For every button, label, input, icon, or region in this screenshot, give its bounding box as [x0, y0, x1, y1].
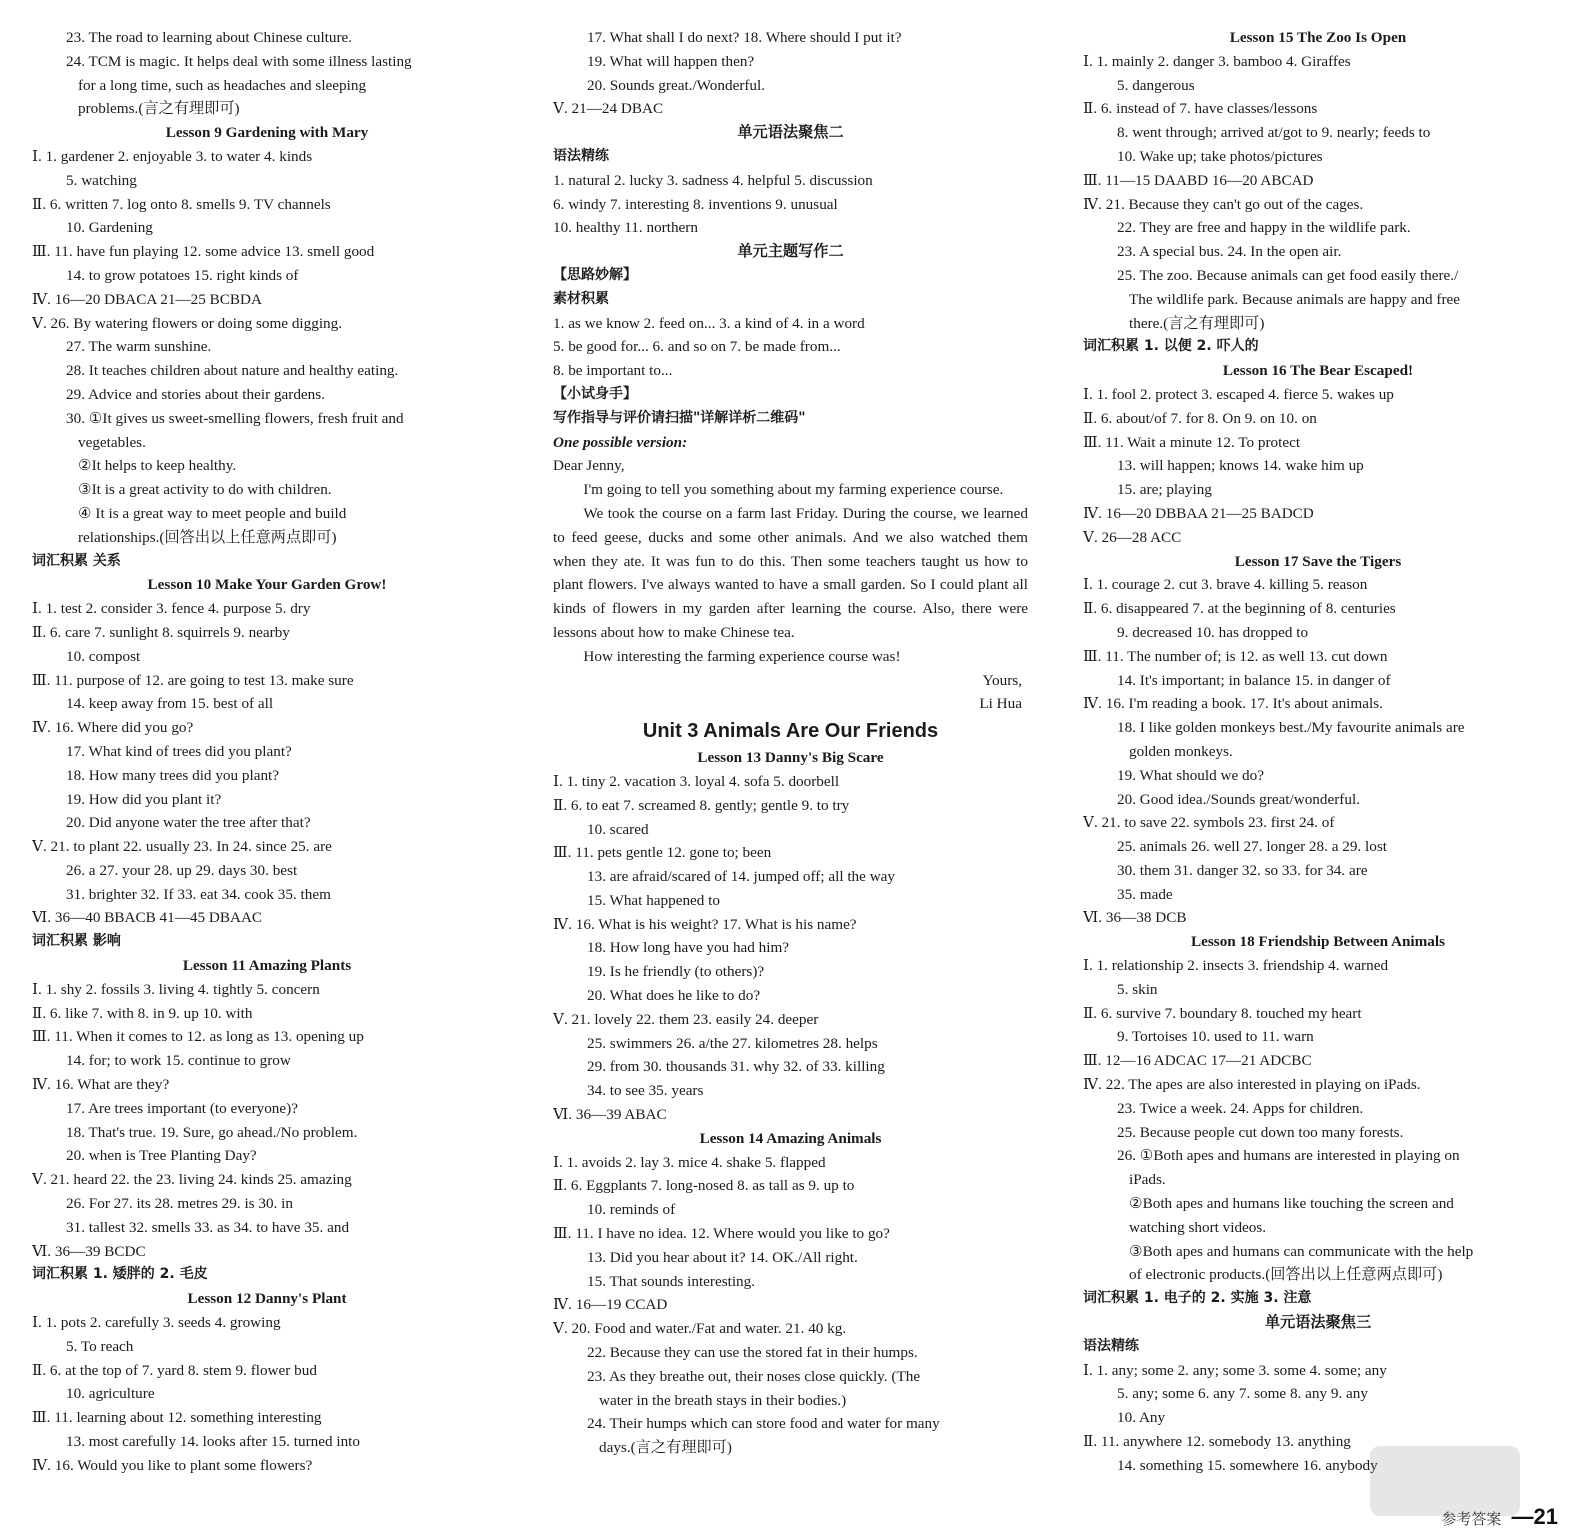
answer-line: 29. from 30. thousands 31. why 32. of 33. killing: [587, 1058, 885, 1076]
section-tag: 写作指导与评价请扫描"详解详析二维码": [553, 409, 806, 426]
answer-line: Ⅲ. 11. pets gentle 12. gone to; been: [553, 844, 772, 862]
answer-line: Ⅰ. 1. gardener 2. enjoyable 3. to water 4. kinds: [32, 147, 313, 165]
answer-line: Ⅴ. 21. heard 22. the 23. living 24. kinds 25. amazing: [32, 1171, 352, 1189]
section-heading: Lesson 9 Gardening with Mary: [165, 124, 369, 142]
answer-line: 15. What happened to: [587, 891, 720, 909]
answer-line: 25. animals 26. well 27. longer 28. a 29. lost: [1117, 838, 1387, 856]
section-heading: Lesson 10 Make Your Garden Grow!: [147, 576, 387, 594]
answer-line: 31. tallest 32. smells 33. as 34. to have 35. and: [66, 1218, 350, 1236]
answer-line: 20. What does he like to do?: [587, 987, 761, 1005]
answer-line: 9. Tortoises 10. used to 11. warn: [1117, 1028, 1314, 1046]
answer-line: days.(言之有理即可): [599, 1439, 732, 1457]
answer-line: 19. Is he friendly (to others)?: [587, 963, 765, 981]
answer-line: Ⅴ. 21. to plant 22. usually 23. In 24. since 25. are: [32, 838, 332, 856]
section-heading: 单元语法聚焦三: [1264, 1314, 1372, 1332]
letter-signature: Yours,: [982, 671, 1022, 689]
answer-line: water in the breath stays in their bodies.): [599, 1391, 847, 1409]
answer-line: 23. Twice a week. 24. Apps for children.: [1117, 1099, 1364, 1117]
answer-line: Ⅳ. 16. I'm reading a book. 17. It's about animals.: [1083, 695, 1383, 713]
answer-line: Ⅲ. 12—16 ADCAC 17—21 ADCBC: [1083, 1052, 1312, 1070]
section-heading: Lesson 15 The Zoo Is Open: [1229, 29, 1407, 46]
answer-line: Ⅴ. 20. Food and water./Fat and water. 21. 40 kg.: [553, 1320, 847, 1338]
answer-line: for a long time, such as headaches and sleeping: [78, 76, 367, 94]
answer-line: 14. to grow potatoes 15. right kinds of: [66, 266, 299, 284]
answer-line: 19. How did you plant it?: [66, 790, 222, 808]
section-tag: 素材积累: [553, 290, 609, 307]
answer-line: 25. The zoo. Because animals can get food easily there./: [1117, 266, 1459, 284]
answer-line: Ⅱ. 6. Eggplants 7. long-nosed 8. as tall as 9. up to: [553, 1177, 855, 1195]
answer-line: Ⅵ. 36—38 DCB: [1083, 909, 1187, 927]
answer-line: Ⅳ. 16. What are they?: [32, 1076, 170, 1094]
answer-line: ②Both apes and humans like touching the screen and: [1129, 1195, 1454, 1213]
answer-line: 19. What should we do?: [1117, 766, 1264, 784]
answer-line: 5. watching: [66, 171, 137, 189]
answer-line: Ⅳ. 16. Where did you go?: [32, 719, 194, 737]
section-heading: Lesson 13 Danny's Big Scare: [697, 749, 884, 767]
answer-line: Ⅱ. 6. instead of 7. have classes/lessons: [1083, 100, 1318, 118]
answer-line: 17. What kind of trees did you plant?: [66, 742, 292, 760]
answer-line: 5. any; some 6. any 7. some 8. any 9. any: [1117, 1385, 1368, 1403]
answer-line: 14. for; to work 15. continue to grow: [66, 1052, 291, 1070]
answer-line: 10. reminds of: [587, 1201, 676, 1219]
section-heading: Lesson 14 Amazing Animals: [699, 1129, 882, 1147]
answer-line: Ⅳ. 22. The apes are also interested in playing on iPads.: [1083, 1076, 1421, 1094]
section-heading: Lesson 16 The Bear Escaped!: [1222, 362, 1414, 380]
answer-line: 25. swimmers 26. a/the 27. kilometres 28. helps: [587, 1034, 878, 1052]
answer-line: Ⅳ. 16—19 CCAD: [553, 1296, 668, 1314]
answer-line: Ⅵ. 36—40 BBACB 41—45 DBAAC: [32, 909, 263, 927]
page-footer: [1441, 1504, 1558, 1530]
answer-line: 26. For 27. its 28. metres 29. is 30. in: [66, 1195, 293, 1213]
answer-line: vegetables.: [78, 433, 146, 451]
answer-line: Ⅴ. 26—28 ACC: [1083, 528, 1182, 546]
answer-line: Ⅵ. 36—39 BCDC: [32, 1242, 146, 1260]
answer-line: 29. Advice and stories about their gardens.: [66, 385, 325, 403]
section-tag: 词汇积累 1. 电子的 2. 实施 3. 注意: [1083, 1290, 1312, 1307]
answer-line: 18. That's true. 19. Sure, go ahead./No problem.: [66, 1123, 358, 1141]
answer-line: Ⅰ. 1. avoids 2. lay 3. mice 4. shake 5. flapped: [553, 1153, 826, 1171]
answer-line: 24. TCM is magic. It helps deal with some illness lasting: [66, 52, 412, 70]
answer-line: 8. be important to...: [553, 362, 673, 380]
section-heading: Lesson 12 Danny's Plant: [187, 1290, 347, 1308]
answer-line: 6. windy 7. interesting 8. inventions 9. unusual: [553, 195, 838, 213]
answer-line: 8. went through; arrived at/got to 9. nearly; feeds to: [1117, 124, 1431, 142]
section-tag: 语法精练: [1083, 1337, 1139, 1354]
answer-line: Ⅰ. 1. courage 2. cut 3. brave 4. killing 5. reason: [1083, 576, 1368, 594]
answer-line: 5. be good for... 6. and so on 7. be made from...: [553, 338, 841, 356]
answer-line: Ⅰ. 1. relationship 2. insects 3. friendship 4. warned: [1083, 957, 1389, 975]
section-heading: 单元语法聚焦二: [737, 124, 844, 142]
essay-paragraph: We took the course on a farm last Friday. During the course, we learned to feed geese, ducks and some other animals. And we also watched them when they ate. It was fun to do this. Then some teachers taught us how to plant flowers. I've always wanted to have a small garden. So I could plant all kinds of flowers in my garden after learning the course. Also, there were lessons about how to make Chinese tea.: [553, 504, 1028, 641]
answer-line: 10. compost: [66, 647, 141, 665]
version-label: One possible version:: [553, 433, 688, 451]
answer-line: there.(言之有理即可): [1129, 314, 1265, 332]
answer-line: Ⅲ. 11. The number of; is 12. as well 13. cut down: [1083, 647, 1388, 665]
answer-line: Ⅱ. 6. at the top of 7. yard 8. stem 9. flower bud: [32, 1361, 317, 1379]
answer-line: 14. keep away from 15. best of all: [66, 695, 274, 713]
answer-line: 19. What will happen then?: [587, 52, 755, 70]
answer-line: 17. What shall I do next? 18. Where should I put it?: [587, 29, 902, 46]
answer-line: 1. as we know 2. feed on... 3. a kind of 4. in a word: [553, 314, 865, 332]
answer-column-1: [32, 26, 502, 1478]
answer-line: Ⅴ. 21. to save 22. symbols 23. first 24. of: [1083, 814, 1335, 832]
answer-line: Ⅱ. 6. written 7. log onto 8. smells 9. TV channels: [32, 195, 331, 213]
answer-line: 10. Gardening: [66, 219, 153, 237]
answer-line: 5. dangerous: [1117, 76, 1195, 94]
answer-line: Ⅲ. 11. I have no idea. 12. Where would you like to go?: [553, 1225, 890, 1243]
answer-line: 5. To reach: [66, 1337, 134, 1355]
answer-line: Ⅲ. 11. Wait a minute 12. To protect: [1083, 433, 1301, 451]
answer-line: 10. agriculture: [66, 1385, 155, 1403]
answer-line: 13. most carefully 14. looks after 15. turned into: [66, 1433, 360, 1451]
answer-line: 26. a 27. your 28. up 29. days 30. best: [66, 861, 298, 879]
answer-line: Ⅱ. 6. to eat 7. screamed 8. gently; gentle 9. to try: [553, 796, 850, 814]
page-number: —21: [1511, 1504, 1558, 1529]
answer-line: ②It helps to keep healthy.: [78, 457, 237, 475]
answer-line: Ⅱ. 6. about/of 7. for 8. On 9. on 10. on: [1083, 409, 1317, 427]
section-tag: 词汇积累 1. 以便 2. 吓人的: [1083, 338, 1259, 355]
answer-line: 10. scared: [587, 820, 649, 838]
answer-line: Dear Jenny,: [553, 457, 625, 475]
answer-line: 1. natural 2. lucky 3. sadness 4. helpful 5. discussion: [553, 171, 873, 189]
answer-line: Ⅱ. 6. disappeared 7. at the beginning of 8. centuries: [1083, 600, 1396, 618]
answer-line: problems.(言之有理即可): [78, 100, 240, 118]
answer-line: 15. That sounds interesting.: [587, 1272, 756, 1290]
answer-line: 23. As they breathe out, their noses close quickly. (The: [587, 1367, 921, 1385]
section-tag: 词汇积累 影响: [32, 933, 121, 950]
answer-line: Ⅲ. 11. learning about 12. something interesting: [32, 1409, 322, 1427]
answer-column-2: [553, 26, 1028, 1460]
answer-line: Ⅲ. 11. purpose of 12. are going to test 13. make sure: [32, 671, 354, 689]
answer-line: The wildlife park. Because animals are happy and free: [1129, 290, 1461, 308]
section-tag: 词汇积累 1. 矮胖的 2. 毛皮: [32, 1266, 208, 1283]
answer-line: Ⅳ. 16—20 DBACA 21—25 BCBDA: [32, 290, 262, 308]
unit-title: Unit 3 Animals Are Our Friends: [642, 720, 939, 743]
answer-line: 9. decreased 10. has dropped to: [1117, 623, 1309, 641]
answer-line: 13. Did you hear about it? 14. OK./All right.: [587, 1248, 858, 1266]
answer-line: 22. Because they can use the stored fat in their humps.: [587, 1344, 918, 1362]
section-heading: Lesson 11 Amazing Plants: [182, 957, 352, 975]
answer-line: 22. They are free and happy in the wildlife park.: [1117, 219, 1411, 237]
answer-line: 30. them 31. danger 32. so 33. for 34. are: [1117, 861, 1368, 879]
answer-line: 10. healthy 11. northern: [553, 219, 698, 237]
answer-line: 17. Are trees important (to everyone)?: [66, 1099, 298, 1117]
answer-line: 20. Good idea./Sounds great/wonderful.: [1117, 790, 1360, 808]
essay-paragraph: How interesting the farming experience course was!: [583, 647, 901, 665]
section-heading: Lesson 17 Save the Tigers: [1234, 552, 1402, 570]
letter-signature: Li Hua: [979, 695, 1022, 713]
answer-line: 18. I like golden monkeys best./My favourite animals are: [1117, 719, 1465, 737]
answer-line: Ⅰ. 1. pots 2. carefully 3. seeds 4. growing: [32, 1314, 281, 1332]
answer-line: 20. when is Tree Planting Day?: [66, 1147, 257, 1165]
answer-line: ③It is a great activity to do with children.: [78, 481, 332, 499]
answer-line: Ⅳ. 21. Because they can't go out of the cages.: [1083, 195, 1364, 213]
answer-line: Ⅱ. 6. survive 7. boundary 8. touched my heart: [1083, 1004, 1362, 1022]
answer-line: Ⅱ. 6. care 7. sunlight 8. squirrels 9. nearby: [32, 623, 290, 641]
answer-line: 27. The warm sunshine.: [66, 338, 212, 356]
footer-label: 参考答案: [1441, 1511, 1502, 1528]
answer-line: ④ It is a great way to meet people and build: [78, 504, 347, 522]
section-tag: 词汇积累 关系: [32, 552, 121, 569]
answer-line: relationships.(回答出以上任意两点即可): [78, 528, 337, 546]
answer-line: 26. ①Both apes and humans are interested in playing on: [1117, 1147, 1460, 1165]
answer-line: Ⅰ. 1. fool 2. protect 3. escaped 4. fierce 5. wakes up: [1083, 385, 1394, 403]
answer-line: 28. It teaches children about nature and healthy eating.: [66, 362, 399, 380]
answer-line: watching short videos.: [1129, 1218, 1267, 1236]
answer-line: 34. to see 35. years: [587, 1082, 704, 1100]
answer-line: golden monkeys.: [1129, 742, 1233, 760]
answer-line: 23. A special bus. 24. In the open air.: [1117, 243, 1342, 261]
answer-line: Ⅴ. 21—24 DBAC: [553, 100, 664, 118]
answer-line: 25. Because people cut down too many forests.: [1117, 1123, 1404, 1141]
section-tag: 【小试身手】: [553, 385, 637, 402]
essay-paragraph: I'm going to tell you something about my farming experience course.: [583, 481, 1004, 499]
answer-line: 13. are afraid/scared of 14. jumped off; all the way: [587, 868, 895, 886]
answer-line: Ⅰ. 1. test 2. consider 3. fence 4. purpose 5. dry: [32, 600, 311, 618]
answer-line: 20. Did anyone water the tree after that?: [66, 814, 311, 832]
answer-line: Ⅱ. 11. anywhere 12. somebody 13. anything: [1083, 1433, 1351, 1451]
answer-line: 24. Their humps which can store food and water for many: [587, 1415, 940, 1433]
answer-line: Ⅲ. 11. When it comes to 12. as long as 13. opening up: [32, 1028, 364, 1046]
answer-line: 14. something 15. somewhere 16. anybody: [1117, 1456, 1378, 1474]
answer-line: 10. Wake up; take photos/pictures: [1117, 147, 1323, 165]
answer-line: Ⅳ. 16—20 DBBAA 21—25 BADCD: [1083, 504, 1314, 522]
answer-line: Ⅱ. 6. like 7. with 8. in 9. up 10. with: [32, 1004, 253, 1022]
answer-line: Ⅳ. 16. What is his weight? 17. What is his name?: [553, 915, 857, 933]
section-heading: 单元主题写作二: [737, 243, 844, 261]
answer-line: Ⅴ. 26. By watering flowers or doing some digging.: [32, 314, 343, 332]
answer-line: 20. Sounds great./Wonderful.: [587, 76, 766, 94]
answer-line: 35. made: [1117, 885, 1173, 903]
answer-line: 30. ①It gives us sweet-smelling flowers, fresh fruit and: [66, 409, 404, 427]
answer-line: Ⅰ. 1. any; some 2. any; some 3. some 4. some; any: [1083, 1361, 1387, 1379]
answer-line: Ⅳ. 16. Would you like to plant some flowers?: [32, 1456, 313, 1474]
answer-line: iPads.: [1129, 1171, 1166, 1189]
answer-line: 13. will happen; knows 14. wake him up: [1117, 457, 1364, 475]
answer-line: 31. brighter 32. If 33. eat 34. cook 35. them: [66, 885, 331, 903]
section-tag: 语法精练: [553, 147, 609, 164]
answer-line: Ⅲ. 11—15 DAABD 16—20 ABCAD: [1083, 171, 1314, 189]
answer-line: Ⅴ. 21. lovely 22. them 23. easily 24. deeper: [553, 1010, 819, 1028]
answer-line: Ⅵ. 36—39 ABAC: [553, 1106, 667, 1124]
section-heading: Lesson 18 Friendship Between Animals: [1191, 933, 1445, 951]
section-tag: 【思路妙解】: [553, 266, 637, 283]
answer-column-3: [1083, 26, 1553, 1478]
answer-line: Ⅲ. 11. have fun playing 12. some advice 13. smell good: [32, 243, 375, 261]
answer-line: 23. The road to learning about Chinese culture.: [66, 29, 353, 46]
answer-line: ③Both apes and humans can communicate with the help: [1129, 1242, 1474, 1260]
answer-line: 18. How many trees did you plant?: [66, 766, 280, 784]
answer-line: 14. It's important; in balance 15. in danger of: [1117, 671, 1391, 689]
answer-line: of electronic products.(回答出以上任意两点即可): [1129, 1266, 1443, 1284]
answer-line: 15. are; playing: [1117, 481, 1212, 499]
answer-line: Ⅰ. 1. shy 2. fossils 3. living 4. tightly 5. concern: [32, 980, 320, 998]
answer-line: 18. How long have you had him?: [587, 939, 790, 957]
answer-line: 5. skin: [1117, 980, 1158, 998]
answer-line: 10. Any: [1117, 1409, 1166, 1427]
answer-line: Ⅰ. 1. tiny 2. vacation 3. loyal 4. sofa 5. doorbell: [553, 772, 840, 790]
answer-line: Ⅰ. 1. mainly 2. danger 3. bamboo 4. Giraffes: [1083, 52, 1351, 70]
